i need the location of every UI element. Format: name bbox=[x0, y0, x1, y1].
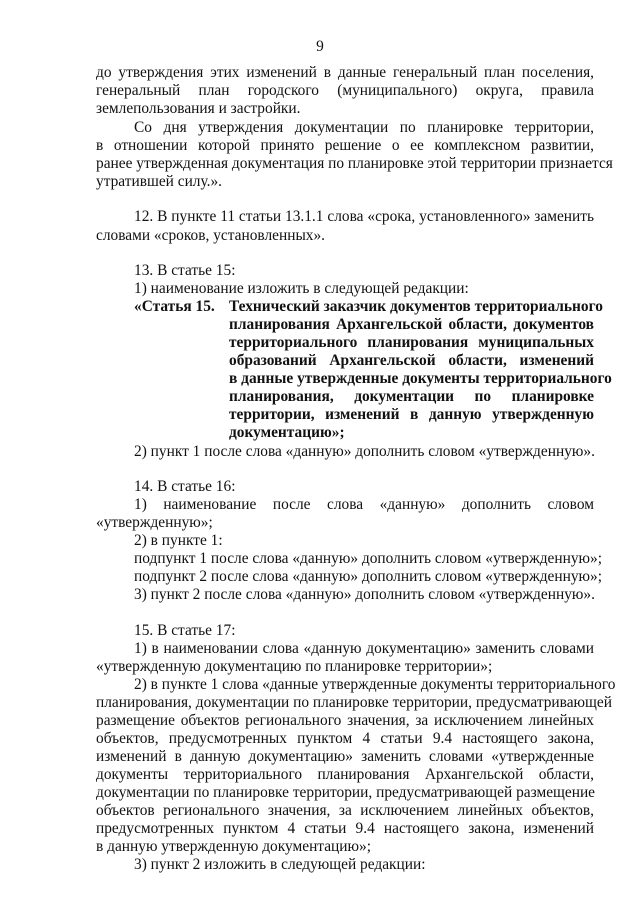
text-line: 15. В статье 17: bbox=[134, 622, 236, 639]
article-title-line: документацию»; bbox=[229, 424, 345, 441]
text-line: землепользования и застройки. bbox=[96, 100, 301, 117]
text-line: объектов регионального значения, за исключением линейных объектов, bbox=[96, 802, 594, 819]
text-line: подпункт 1 после слова «данную» дополнить словом «утвержденную»; bbox=[134, 550, 603, 567]
article-label: «Статья 15. bbox=[134, 298, 215, 315]
text-line: «утвержденную»; bbox=[96, 514, 213, 531]
page-number: 9 bbox=[316, 38, 324, 55]
text-line: 2) пункт 1 после слова «данную» дополнить словом «утвержденную». bbox=[134, 443, 595, 460]
text-line: Со дня утверждения документации по планировке территории, bbox=[134, 119, 594, 136]
text-line: 14. В статье 16: bbox=[134, 478, 236, 495]
text-line: утратившей силу.». bbox=[96, 173, 223, 190]
article-title-line: территории, изменений в данную утвержденную bbox=[229, 406, 594, 423]
article-title-line: планирования Архангельской области, документов bbox=[229, 316, 594, 333]
text-line: 2) в пункте 1 слова «данные утвержденные документы территориального bbox=[134, 676, 616, 693]
text-line: в данную утвержденную документацию»; bbox=[96, 838, 371, 855]
article-title-line: планирования, документации по планировке bbox=[229, 388, 594, 405]
text-line: 2) в пункте 1: bbox=[134, 532, 223, 549]
text-line: объектов, предусмотренных пунктом 4 статьи 9.4 настоящего закона, bbox=[96, 730, 594, 747]
text-line: предусмотренных пунктом 4 статьи 9.4 настоящего закона, изменений bbox=[96, 820, 594, 837]
text-line: ранее утвержденная документация по планировке этой территории признается bbox=[96, 155, 613, 172]
text-line: в отношении которой принято решение о ее комплексном развитии, bbox=[96, 137, 594, 154]
text-line: 13. В статье 15: bbox=[134, 262, 236, 279]
text-line: 3) пункт 2 изложить в следующей редакции: bbox=[134, 856, 426, 873]
text-line: 3) пункт 2 после слова «данную» дополнить словом «утвержденную». bbox=[134, 586, 595, 603]
text-line: документы территориального планирования Архангельской области, bbox=[96, 766, 594, 783]
text-line: подпункт 2 после слова «данную» дополнить словом «утвержденную»; bbox=[134, 568, 603, 585]
text-line: «утвержденную документацию по планировке территории»; bbox=[96, 658, 493, 675]
text-line: 1) наименование изложить в следующей редакции: bbox=[134, 280, 469, 297]
text-line: до утверждения этих изменений в данные генеральный план поселения, bbox=[96, 64, 594, 81]
text-line: документации по планировке территории, предусматривающей размещение bbox=[96, 784, 596, 801]
article-title-line: Технический заказчик документов территориального bbox=[229, 298, 603, 315]
text-line: 12. В пункте 11 статьи 13.1.1 слова «срока, установленного» заменить bbox=[134, 208, 594, 225]
text-line: планирования, документации по планировке территории, предусматривающей bbox=[96, 694, 612, 711]
text-line: 1) наименование после слова «данную» дополнить словом bbox=[134, 496, 594, 513]
article-title-line: территориального планирования муниципальных bbox=[229, 334, 594, 351]
text-line: генеральный план городского (муниципального) округа, правила bbox=[96, 82, 594, 99]
article-title-line: образований Архангельской области, изменений bbox=[229, 352, 594, 369]
text-line: 1) в наименовании слова «данную документацию» заменить словами bbox=[134, 640, 594, 657]
text-line: изменений в данную документацию» заменить словами «утвержденные bbox=[96, 748, 594, 765]
article-title-line: в данные утвержденные документы территориального bbox=[229, 370, 612, 387]
text-line: размещение объектов регионального значения, за исключением линейных bbox=[96, 712, 594, 729]
text-line: словами «сроков, установленных». bbox=[96, 227, 326, 244]
